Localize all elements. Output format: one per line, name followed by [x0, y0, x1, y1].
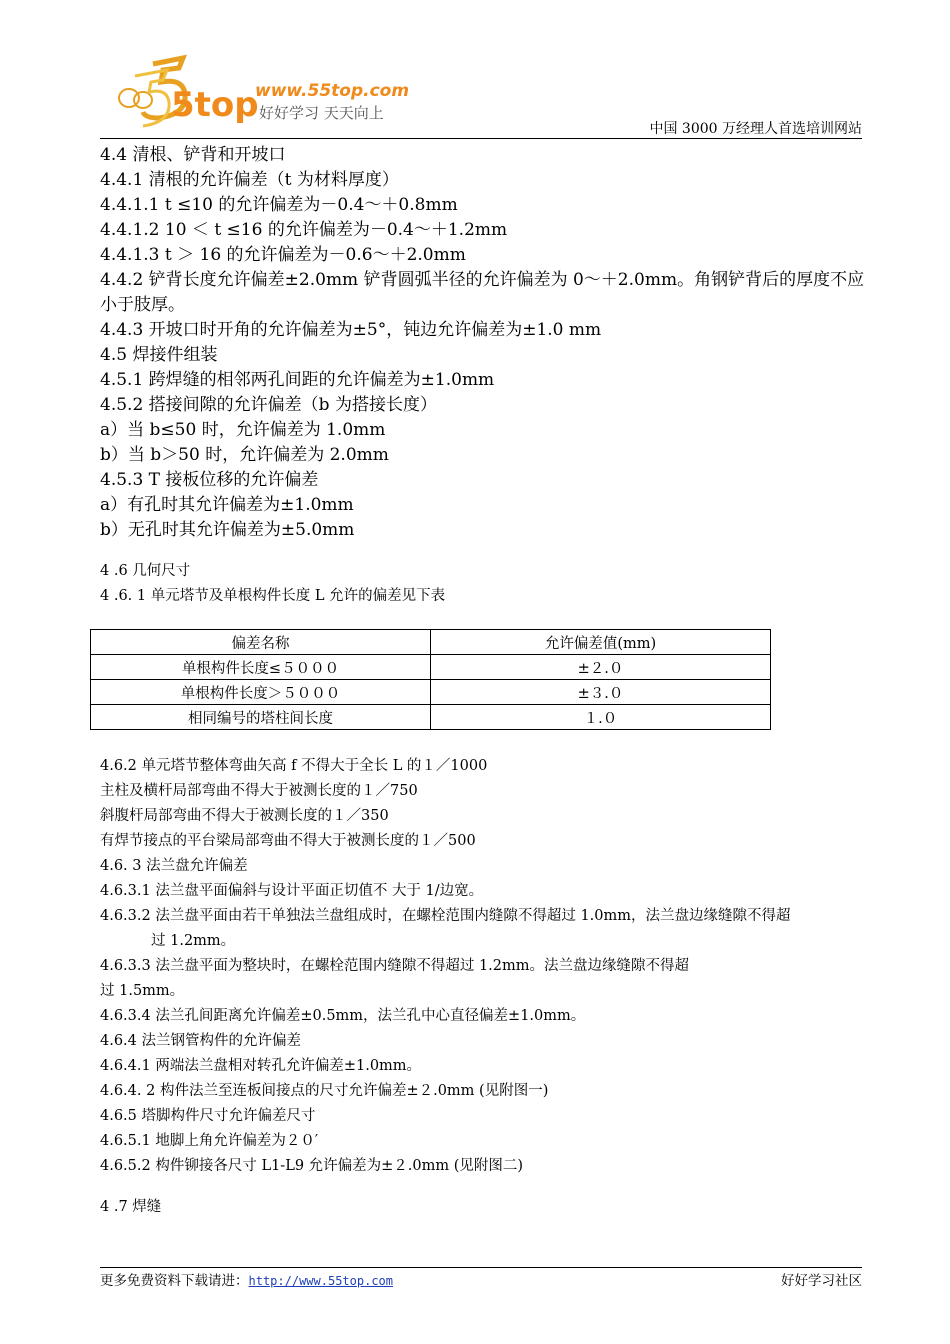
text-line: 4.4.1.2 10 ＜ t ≤16 的允许偏差为－0.4～＋1.2mm — [100, 220, 508, 240]
text-line: 4.4.1.1 t ≤10 的允许偏差为－0.4～＋0.8mm — [100, 195, 458, 215]
text-line: b）当 b＞50 时，允许偏差为 2.0mm — [100, 445, 389, 465]
text-line: 4.6.4.1 两端法兰盘相对转孔允许偏差±1.0mm。 — [100, 1058, 422, 1074]
logo-slogan: 好好学习 天天向上 — [259, 104, 384, 122]
logo-graphic — [113, 52, 433, 136]
footer-link[interactable]: http://www.55top.com — [248, 1274, 393, 1288]
table-header-row — [91, 630, 771, 655]
table-cell: ±３.０ — [431, 680, 771, 705]
table-header-cell: 允许偏差值(mm) — [431, 630, 771, 655]
text-line: 4.4.1 清根的允许偏差（t 为材料厚度） — [100, 170, 399, 190]
table-row — [91, 680, 771, 705]
section-heading: 4 .6 几何尺寸 — [100, 563, 191, 579]
text-line: 斜腹杆局部弯曲不得大于被测长度的１／350 — [100, 808, 389, 824]
section-heading: 4.6.5 塔脚构件尺寸允许偏差尺寸 — [100, 1108, 316, 1124]
footer-text: 更多免费资料下载请进： — [100, 1273, 249, 1289]
section-heading: 4.6. 3 法兰盘允许偏差 — [100, 858, 248, 874]
text-line: 4.5.3 T 接板位移的允许偏差 — [100, 470, 319, 490]
footer-right-text: 好好学习社区 — [781, 1273, 862, 1289]
text-line: 4.4.3 开坡口时开角的允许偏差为±5°，钝边允许偏差为±1.0 mm — [100, 320, 602, 340]
text-line: 4.6.5.2 构件铆接各尺寸 L1-L9 允许偏差为±２.0mm (见附图二) — [100, 1158, 524, 1174]
table-cell: １.０ — [431, 705, 771, 730]
footer-divider — [100, 1267, 862, 1268]
text-paragraph: 4.4.2 铲背长度允许偏差±2.0mm 铲背圆弧半径的允许偏差为 0～＋2.0mm。角钢铲背后的厚度不应小于肢厚。 — [100, 270, 865, 315]
text-line: 4.6.3.2 法兰盘平面由若干单独法兰盘组成时，在螺栓范围内缝隙不得超过 1.0mm，法兰盘边缘缝隙不得超 — [100, 908, 791, 924]
text-line: 4.6.3.4 法兰孔间距离允许偏差±0.5mm，法兰孔中心直径偏差±1.0mm。 — [100, 1008, 586, 1024]
text-line: 4.5.1 跨焊缝的相邻两孔间距的允许偏差为±1.0mm — [100, 370, 495, 390]
text-line: a）当 b≤50 时，允许偏差为 1.0mm — [100, 420, 386, 440]
text-line: 有焊节接点的平台梁局部弯曲不得大于被测长度的１／500 — [100, 833, 476, 849]
text-line: 4.6.2 单元塔节整体弯曲矢高 f 不得大于全长 L 的１／1000 — [100, 758, 488, 774]
table-header-cell: 偏差名称 — [91, 630, 431, 655]
spacer — [100, 1179, 865, 1195]
spacer — [100, 543, 865, 559]
logo-brand-text: www.55top.com — [255, 81, 410, 101]
logo-mark-text: 5top — [171, 85, 259, 125]
text-line: a）有孔时其允许偏差为±1.0mm — [100, 495, 354, 515]
section-heading: 4.6.4 法兰钢管构件的允许偏差 — [100, 1033, 302, 1049]
table-row — [91, 705, 771, 730]
text-line: b）无孔时其允许偏差为±5.0mm — [100, 520, 355, 540]
text-line: 过 1.2mm。 — [151, 933, 236, 949]
text-line: 4 .6. 1 单元塔节及单根构件长度 L 允许的偏差见下表 — [100, 588, 446, 604]
tolerance-table — [90, 629, 771, 730]
site-logo — [113, 52, 433, 136]
text-line: 4.6.3.3 法兰盘平面为整块时，在螺栓范围内缝隙不得超过 1.2mm。法兰盘边缘缝隙不得超 — [100, 958, 690, 974]
table-row — [91, 655, 771, 680]
text-line: 4.5.2 搭接间隙的允许偏差（b 为搭接长度） — [100, 395, 437, 415]
table-cell: ±２.０ — [431, 655, 771, 680]
text-line: 4.6.5.1 地脚上角允许偏差为２０′ — [100, 1133, 319, 1149]
section-heading: 4.4 清根、铲背和开坡口 — [100, 145, 286, 165]
text-line: 4.6.3.1 法兰盘平面偏斜与设计平面正切值不 大于 1/边宽。 — [100, 883, 484, 899]
table-cell: 单根构件长度≤５０００ — [91, 655, 431, 680]
header-divider — [100, 138, 862, 139]
footer-left — [100, 1269, 393, 1289]
text-line: 4.4.1.3 t ＞ 16 的允许偏差为－0.6～＋2.0mm — [100, 245, 466, 265]
text-line: 4.6.4. 2 构件法兰至连板间接点的尺寸允许偏差±２.0mm (见附图一) — [100, 1083, 549, 1099]
table-cell: 相同编号的塔柱间长度 — [91, 705, 431, 730]
table-cell: 单根构件长度＞５０００ — [91, 680, 431, 705]
section-heading: 4.5 焊接件组装 — [100, 345, 218, 365]
text-line: 主柱及横杆局部弯曲不得大于被测长度的１／750 — [100, 783, 418, 799]
section-heading: 4 .7 焊缝 — [100, 1199, 162, 1215]
document-body — [100, 143, 865, 1220]
text-line: 过 1.5mm。 — [100, 983, 185, 999]
header-tagline: 中国 3000 万经理人首选培训网站 — [649, 121, 862, 137]
